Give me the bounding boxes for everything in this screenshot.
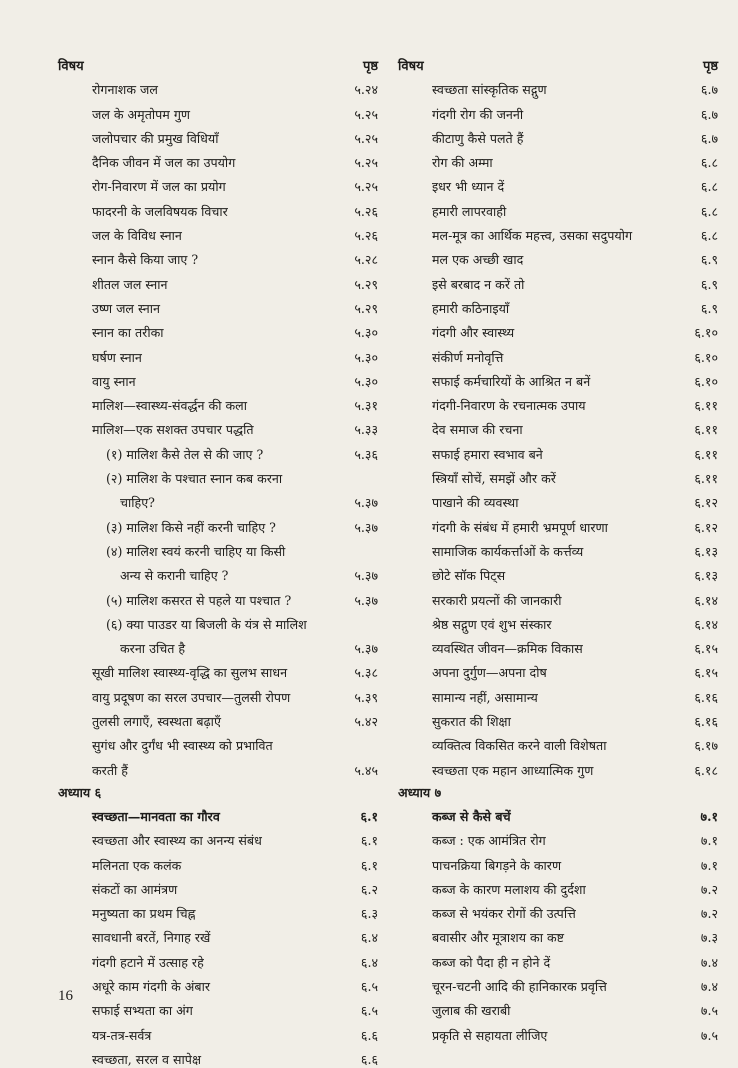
toc-entry [58,366,378,390]
entry-title: रोग की अम्मा [432,155,493,171]
toc-entry [58,706,378,730]
toc-entry [58,995,378,1019]
toc-entry [398,98,718,122]
entry-page-number: ६.१२ [694,495,718,511]
entry-title: फादरनी के जलविषयक विचार [92,203,228,219]
toc-entry [58,609,378,633]
entry-title: तुलसी लगाएँ, स्वस्थता बढ़ाएँ [92,714,221,730]
entry-title: व्यवस्थित जीवन—क्रमिक विकास [432,641,583,657]
entry-page-number: ७.४ [700,978,718,994]
toc-entry [58,341,378,365]
toc-entry [398,195,718,219]
entry-title: अध्याय ६ [58,784,102,800]
entry-page-number: ६.१८ [694,762,718,778]
entry-page-number: ७.३ [700,930,718,946]
toc-entry [58,657,378,681]
entry-page-number: ६.१३ [694,568,718,584]
entry-title: व्यक्तित्व विकसित करने वाली विशेषता [432,738,607,754]
toc-entry [398,366,718,390]
entry-page-number: ५.३७ [354,519,378,535]
toc-entry [58,317,378,341]
entry-page-number: ६.१० [694,349,718,365]
entry-title: हमारी कठिनाइयाँ [432,300,510,316]
subject-heading: विषय [398,59,424,74]
page-heading: पृष्ठ [362,59,378,74]
toc-entry [58,123,378,147]
toc-header [398,50,718,74]
entry-title: कब्ज से कैसे बचें [432,808,511,824]
entry-page-number: ५.२८ [354,252,378,268]
toc-entry [398,946,718,970]
entry-page-number: ७.२ [700,906,718,922]
entry-page-number: ६.६ [360,1027,378,1043]
entry-title: शीतल जल स्नान [92,276,168,292]
entry-title: श्रेष्ठ सद्गुण एवं शुभ संस्कार [432,616,552,632]
entry-title: जल के अमृतोपम गुण [92,106,191,122]
entry-title: चूरन-चटनी आदि की हानिकारक प्रवृत्ति [432,978,607,994]
entry-title: मालिश—स्वास्थ्य-संवर्द्धन की कला [92,398,247,414]
entry-title: सावधानी बरतें, निगाह रखें [92,930,211,946]
toc-entry [398,584,718,608]
entry-page-number: ५.३० [354,349,378,365]
toc-column-right [398,50,718,1044]
entry-title: करना उचित है [120,641,186,657]
entry-title: कब्ज के कारण मलाशय की दुर्दशा [432,881,586,897]
entry-title: अन्य से करानी चाहिए ? [120,568,229,584]
toc-entry [58,825,378,849]
entry-page-number: ७.५ [700,1027,718,1043]
toc-entry [398,268,718,292]
entry-page-number: ५.२६ [354,228,378,244]
toc-entry [58,220,378,244]
entry-title: गंदगी-निवारण के रचनात्मक उपाय [432,398,586,414]
toc-entry [58,536,378,560]
entry-page-number: ५.२५ [354,130,378,146]
entry-title: (६) क्या पाउडर या बिजली के यंत्र से मालिश [106,616,307,632]
entry-title: यत्र-तत्र-सर्वत्र [92,1027,152,1043]
entry-page-number: ६.८ [700,203,718,219]
chapter-title [398,801,718,825]
entry-page-number: ५.३७ [354,641,378,657]
toc-entry [58,754,378,778]
entry-page-number: ६.३ [360,906,378,922]
toc-entry [398,825,718,849]
entry-title: दैनिक जीवन में जल का उपयोग [92,155,236,171]
toc-entry [398,74,718,98]
toc-entry [58,438,378,462]
toc-entry [398,633,718,657]
entry-page-number: ६.४ [360,954,378,970]
entry-title: सफाई सभ्यता का अंग [92,1003,193,1019]
toc-entry [58,268,378,292]
entry-page-number: ६.१५ [694,665,718,681]
toc-entry [398,438,718,462]
entry-page-number: ६.१ [360,857,378,873]
entry-page-number: ६.१० [694,373,718,389]
entry-page-number: ५.३० [354,325,378,341]
entry-page-number: ६.४ [360,930,378,946]
entry-page-number: ६.५ [360,978,378,994]
toc-entry [58,171,378,195]
entry-title: कब्ज को पैदा ही न होने दें [432,954,551,970]
entry-page-number: ६.१७ [694,738,718,754]
entry-page-number: ६.७ [700,82,718,98]
entry-page-number: ७.४ [700,954,718,970]
entry-title: इसे बरबाद न करें तो [432,276,525,292]
entry-title: जलोपचार की प्रमुख विधियाँ [92,130,219,146]
toc-header [58,50,378,74]
toc-entry [58,195,378,219]
entry-page-number: ५.२५ [354,106,378,122]
entry-title: स्नान का तरीका [92,325,164,341]
entry-title: स्वच्छता—मानवता का गौरव [92,808,220,824]
chapter-label [58,779,378,801]
entry-title: पाखाने की व्यवस्था [432,495,519,511]
entry-page-number: ६.८ [700,155,718,171]
entry-page-number: ६.९ [700,276,718,292]
entry-page-number: ६.७ [700,106,718,122]
entry-title: (२) मालिश के पश्चात स्नान कब करना [106,471,283,487]
entry-page-number: ६.१५ [694,641,718,657]
toc-entry [58,946,378,970]
entry-page-number: ६.१२ [694,519,718,535]
toc-entry [398,995,718,1019]
toc-entry [58,730,378,754]
toc-entry [398,463,718,487]
entry-page-number: ६.१६ [694,714,718,730]
toc-entry [58,849,378,873]
entry-page-number: ६.५ [360,1003,378,1019]
toc-entry [398,560,718,584]
entry-page-number: ६.२ [360,881,378,897]
entry-title: स्वच्छता, सरल व सापेक्ष [92,1051,201,1067]
entry-page-number: ५.२४ [354,82,378,98]
entry-title: सुकरात की शिक्षा [432,714,511,730]
entry-title: सफाई हमारा स्वभाव बने [432,446,543,462]
entry-page-number: ७.१ [700,833,718,849]
toc-entry [398,730,718,754]
entry-page-number: ५.२९ [354,300,378,316]
toc-entry [58,971,378,995]
entry-page-number: ६.१४ [694,592,718,608]
entry-page-number: ५.२५ [354,179,378,195]
toc-entry [398,898,718,922]
entry-page-number: ६.१ [360,808,378,824]
entry-title: सामान्य नहीं, असामान्य [432,689,538,705]
entry-title: (४) मालिश स्वयं करनी चाहिए या किसी [106,543,286,559]
entry-page-number: ५.३७ [354,592,378,608]
entry-title: स्नान कैसे किया जाए ? [92,252,199,268]
entry-title: करती हैं [92,762,128,778]
entry-page-number: ७.१ [700,808,718,824]
entry-page-number: ६.११ [694,471,718,487]
toc-entry [58,898,378,922]
toc-entry [58,1019,378,1043]
entry-title: गंदगी के संबंध में हमारी भ्रमपूर्ण धारणा [432,519,608,535]
entry-title: मल-मूत्र का आर्थिक महत्त्व, उसका सदुपयोग [432,228,633,244]
toc-entry [398,1019,718,1043]
entry-page-number: ५.३९ [354,689,378,705]
entry-title: अधूरे काम गंदगी के अंबार [92,978,211,994]
toc-entry [398,147,718,171]
toc-entry [58,487,378,511]
toc-entry [398,317,718,341]
toc-entry [398,293,718,317]
entry-title: कब्ज : एक आमंत्रित रोग [432,833,546,849]
toc-entry [58,560,378,584]
entry-page-number: ६.७ [700,130,718,146]
entry-page-number: ६.१ [360,833,378,849]
entry-title: (५) मालिश कसरत से पहले या पश्चात ? [106,592,292,608]
entry-page-number: ५.२९ [354,276,378,292]
page-number: 16 [58,988,73,1004]
entry-title: संकीर्ण मनोवृत्ति [432,349,504,365]
entry-page-number: ६.८ [700,228,718,244]
toc-entry [398,657,718,681]
entry-title: सूखी मालिश स्वास्थ्य-वृद्धि का सुलभ साधन [92,665,288,681]
entry-title: स्वच्छता एक महान आध्यात्मिक गुण [432,762,594,778]
entry-title: छोटे सॉक पिट्स [432,568,506,584]
entry-title: अध्याय ७ [398,784,442,800]
entry-page-number: ६.११ [694,398,718,414]
subject-heading: विषय [58,59,84,74]
entry-page-number: ६.१४ [694,616,718,632]
entry-title: हमारी लापरवाही [432,203,507,219]
toc-entry [398,971,718,995]
entry-title: कीटाणु कैसे पलते हैं [432,130,524,146]
entry-page-number: ६.१३ [694,543,718,559]
toc-entry [58,511,378,535]
entry-page-number: ६.११ [694,422,718,438]
toc-entry [58,244,378,268]
entry-title: जल के विविध स्नान [92,228,182,244]
toc-entry [58,463,378,487]
toc-entry [58,390,378,414]
entry-title: बवासीर और मूत्राशय का कष्ट [432,930,565,946]
entry-title: देव समाज की रचना [432,422,523,438]
entry-title: (३) मालिश किसे नहीं करनी चाहिए ? [106,519,276,535]
toc-entry [58,922,378,946]
entry-title: वायु प्रदूषण का सरल उपचार—तुलसी रोपण [92,689,291,705]
entry-page-number: ५.३७ [354,568,378,584]
toc-entry [398,171,718,195]
toc-entry [398,681,718,705]
entry-title: सफाई कर्मचारियों के आश्रित न बनें [432,373,591,389]
toc-entry [58,874,378,898]
entry-title: कब्ज से भयंकर रोगों की उत्पत्ति [432,906,576,922]
entry-page-number: ५.३८ [354,665,378,681]
toc-column-left [58,50,378,1068]
entry-page-number: ६.९ [700,300,718,316]
entry-page-number: ५.३७ [354,495,378,511]
entry-title: अपना दुर्गुण—अपना दोष [432,665,547,681]
entry-title: संकटों का आमंत्रण [92,881,178,897]
toc-entry [398,511,718,535]
toc-entry [398,220,718,244]
toc-entry [398,244,718,268]
entry-title: मनुष्यता का प्रथम चिह्न [92,906,196,922]
entry-title: इधर भी ध्यान दें [432,179,505,195]
entry-page-number: ६.८ [700,179,718,195]
toc-entry [58,584,378,608]
toc-entry [398,922,718,946]
entry-title: स्त्रियाँ सोचें, समझें और करें [432,471,556,487]
entry-title: गंदगी और स्वास्थ्य [432,325,515,341]
toc-entry [58,681,378,705]
entry-page-number: ६.१६ [694,689,718,705]
entry-title: रोगनाशक जल [92,82,158,98]
entry-page-number: ७.५ [700,1003,718,1019]
entry-title: सामाजिक कार्यकर्त्ताओं के कर्त्तव्य [432,543,584,559]
chapter-label [398,779,718,801]
entry-title: पाचनक्रिया बिगड़ने के कारण [432,857,562,873]
toc-entry [398,754,718,778]
toc-entry [398,536,718,560]
entry-title: रोग-निवारण में जल का प्रयोग [92,179,226,195]
entry-page-number: ५.२६ [354,203,378,219]
toc-entry [58,74,378,98]
toc-entry [58,98,378,122]
entry-title: गंदगी रोग की जननी [432,106,524,122]
entry-page-number: ५.२५ [354,155,378,171]
entry-page-number: ७.२ [700,881,718,897]
toc-entry [58,1044,378,1068]
entry-title: वायु स्नान [92,373,136,389]
entry-title: मलिनता एक कलंक [92,857,182,873]
entry-title: घर्षण स्नान [92,349,142,365]
chapter-title [58,801,378,825]
entry-page-number: ५.३१ [354,398,378,414]
page-heading: पृष्ठ [702,59,718,74]
entry-page-number: ५.३० [354,373,378,389]
toc-entry [398,414,718,438]
toc-entry [398,341,718,365]
entry-page-number: ५.४५ [354,762,378,778]
entry-title: स्वच्छता और स्वास्थ्य का अनन्य संबंध [92,833,262,849]
entry-page-number: ६.१० [694,325,718,341]
toc-entry [58,293,378,317]
entry-title: मालिश—एक सशक्त उपचार पद्धति [92,422,254,438]
entry-page-number: ५.३३ [354,422,378,438]
entry-title: उष्ण जल स्नान [92,300,161,316]
toc-entry [58,633,378,657]
entry-page-number: ५.३६ [354,446,378,462]
entry-title: प्रकृति से सहायता लीजिए [432,1027,548,1043]
entry-title: सरकारी प्रयत्नों की जानकारी [432,592,562,608]
toc-entry [398,390,718,414]
entry-page-number: ७.१ [700,857,718,873]
entry-title: चाहिए? [120,495,155,511]
entry-title: (१) मालिश कैसे तेल से की जाए ? [106,446,264,462]
entry-title: गंदगी हटाने में उत्साह रहे [92,954,204,970]
entry-page-number: ६.९ [700,252,718,268]
toc-entry [398,487,718,511]
toc-entry [398,609,718,633]
entry-title: स्वच्छता सांस्कृतिक सद्गुण [432,82,547,98]
toc-entry [398,123,718,147]
entry-title: सुगंध और दुर्गंध भी स्वास्थ्य को प्रभावित [92,738,273,754]
entry-title: जुलाब की खराबी [432,1003,511,1019]
toc-entry [398,706,718,730]
toc-entry [58,147,378,171]
entry-title: मल एक अच्छी खाद [432,252,524,268]
entry-page-number: ५.४२ [354,714,378,730]
entry-page-number: ६.११ [694,446,718,462]
toc-entry [398,849,718,873]
toc-entry [398,874,718,898]
toc-entry [58,414,378,438]
entry-page-number: ६.६ [360,1051,378,1067]
